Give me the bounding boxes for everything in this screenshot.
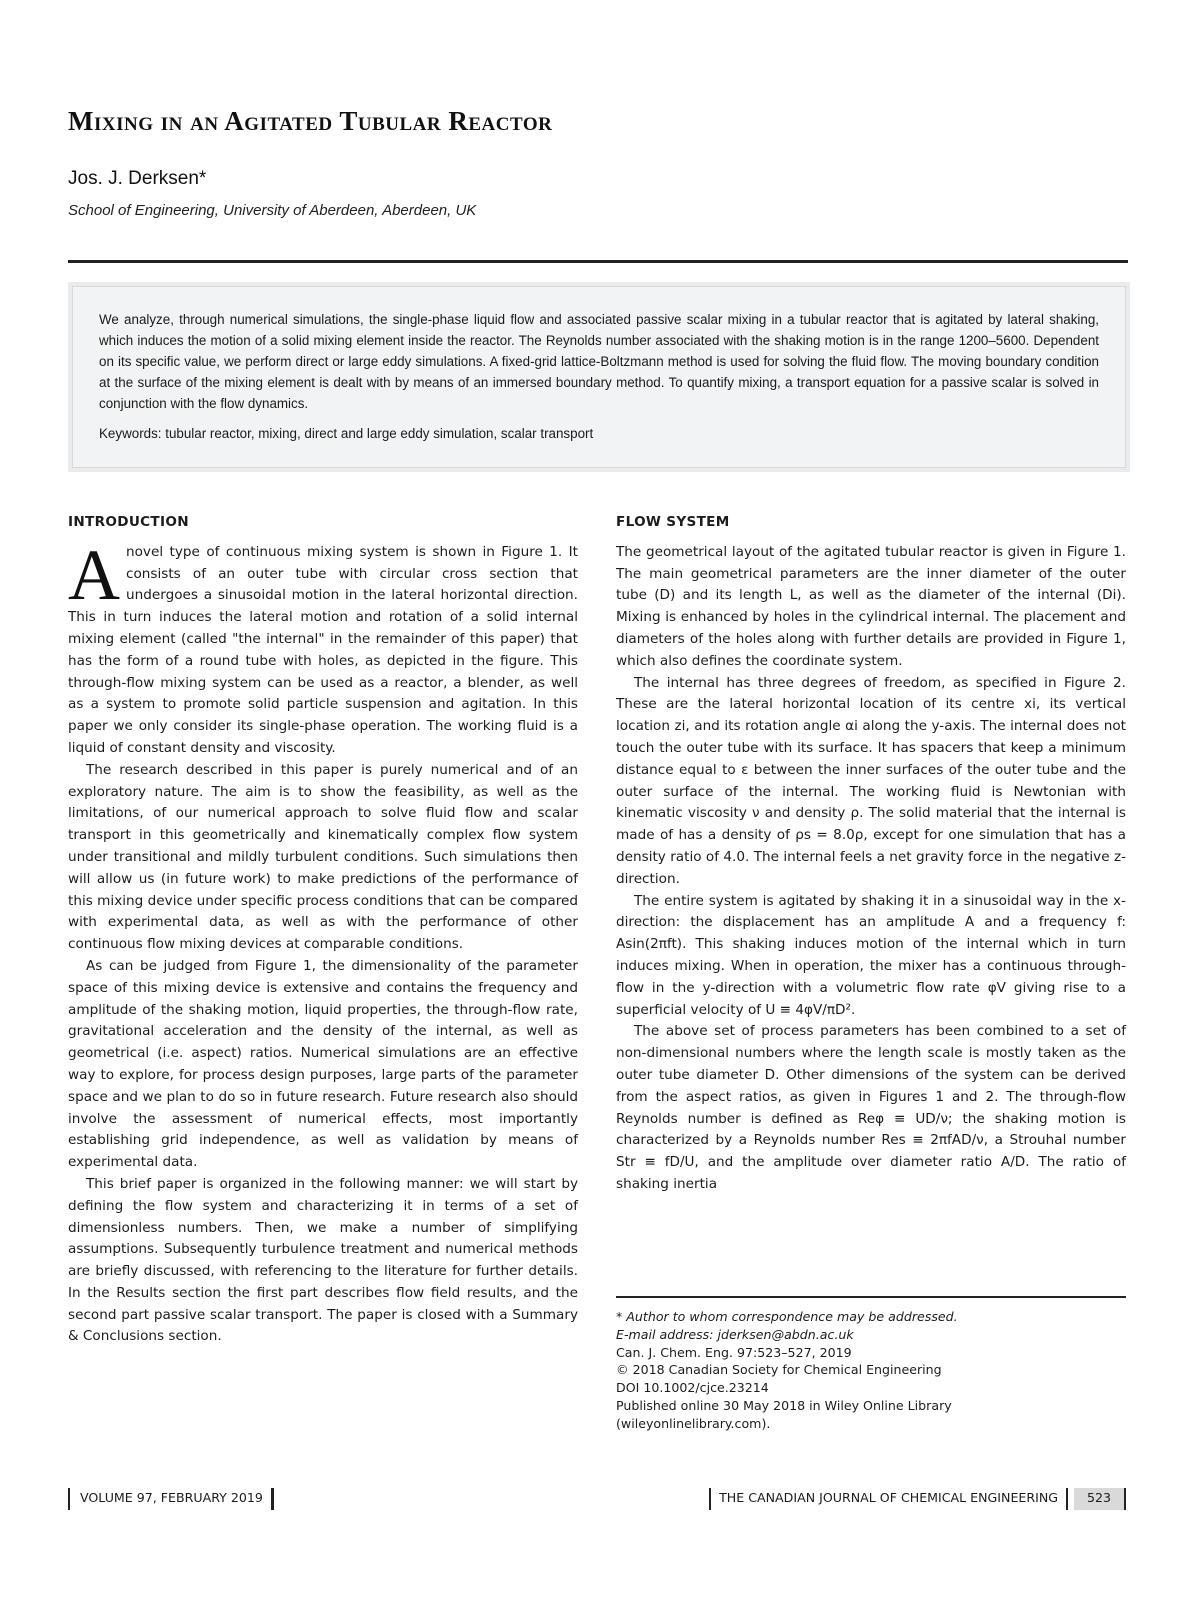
- paper-title: Mixing in an Agitated Tubular Reactor: [68, 106, 553, 136]
- introduction-paragraph-3: As can be judged from Figure 1, the dimensionality of the parameter space of this mixing device is extensive and contains the frequency and amplitude of the shaking motion, liquid properties, the through-flow rate, gravitational acceleration and the density of the internal, as well as geometrical (i.e. aspect) ratios. Numerical simulations are an effective way to explore, for process design purposes, large parts of the parameter space and we plan to do so in future research. Future research also should involve the assessment of numerical effects, most importantly establishing grid independence, as well as validation by means of experimental data.: [68, 957, 578, 1171]
- copyright: © 2018 Canadian Society for Chemical Engineering: [616, 1362, 942, 1378]
- page-footer: [0, 1488, 1200, 1512]
- introduction-paragraph-1: [68, 534, 578, 760]
- citation: Can. J. Chem. Eng. 97:523–527, 2019: [616, 1344, 852, 1360]
- flow-system-paragraph-4: The above set of process parameters has been combined to a set of non-dimensional numbers where the length scale is mostly taken as the outer tube diameter D. Other dimensions of the system can be derived from the aspect ratios, as given in Figures 1 and 2. The through-flow Reynolds number is defined as Reφ ≡ UD/ν; the shaking motion is characterized by a Reynolds number Res ≡ 2πfAD/ν, a Strouhal number Str ≡ fD/U, and the amplitude over diameter ratio A/D. The ratio of shaking inertia: [616, 1023, 1126, 1192]
- introduction-heading: INTRODUCTION: [68, 514, 189, 530]
- footnote-divider: [616, 1296, 1126, 1298]
- introduction-paragraph-2: The research described in this paper is purely numerical and of an exploratory nature. The aim is to show the feasibility, as well as the limitations, of our numerical approach to solve fluid flow and scalar transport in this geometrically and kinematically complex flow system under transitional and mildly turbulent conditions. Such simulations then will allow us (in future work) to make predictions of the performance of this mixing device under specific process conditions that can be compared with experimental data, as well as with the performance of other continuous flow mixing devices at comparable conditions.: [68, 761, 578, 953]
- introduction-paragraph-1-text: novel type of continuous mixing system is shown in Figure 1. It consists of an outer tube with circular cross section that undergoes a sinusoidal motion in the lateral horizontal direction. This in turn induces the lateral motion and rotation of a solid internal mixing element (called "the internal" in the remainder of this paper) that has the form of a round tube with holes, as depicted in the figure. This through-flow mixing system can be used as a reactor, a blender, as well as a system to promote solid particle suspension and agitation. In this paper we only consider its single-phase operation. The working fluid is a liquid of constant density and viscosity.: [68, 543, 578, 756]
- publication-note: Published online 30 May 2018 in Wiley Online Library: [616, 1397, 952, 1413]
- flow-system-paragraph-3: The entire system is agitated by shaking it in a sinusoidal way in the x-direction: the displacement has an amplitude A and a frequency f: Asin(2πft). This shaking induces motion of the internal which in turn induces mixing. When in operation, the mixer has a continuous through-flow in the y-direction with a volumetric flow rate φV giving rise to a superficial velocity of U ≡ 4φV/πD².: [616, 892, 1126, 1018]
- page-number: 523: [1074, 1488, 1126, 1510]
- author-name: Jos. J. Derksen*: [68, 168, 207, 189]
- email-address: E-mail address: jderksen@abdn.ac.uk: [616, 1326, 854, 1342]
- author-affiliation: School of Engineering, University of Aberdeen, Aberdeen, UK: [68, 202, 477, 219]
- introduction-paragraph-4: This brief paper is organized in the following manner: we will start by defining the flow system and characterizing it in terms of a set of dimensionless numbers. Then, we make a number of simplifying assumptions. Subsequently turbulence treatment and numerical methods are briefly discussed, with referencing to the literature for further details. In the Results section the first part describes flow field results, and the second part passive scalar transport. The paper is closed with a Summary & Conclusions section.: [68, 1175, 578, 1345]
- flow-system-paragraph-2: The internal has three degrees of freedom, as specified in Figure 2. These are the lateral horizontal location of its centre xi, its vertical location zi, and its rotation angle αi along the y-axis. The internal does not touch the outer tube with its surface. It has spacers that keep a minimum distance equal to ε between the inner surfaces of the outer tube and the outer surface of the internal. The working fluid is Newtonian with kinematic viscosity ν and density ρ. The solid material that the internal is made of has a density of ρs = 8.0ρ, except for one simulation that has a density ratio of 4.0. The internal feels a net gravity force in the negative z-direction.: [616, 674, 1126, 887]
- footer-volume: VOLUME 97, FEBRUARY 2019: [68, 1488, 274, 1510]
- footer-journal: THE CANADIAN JOURNAL OF CHEMICAL ENGINEERING: [709, 1488, 1068, 1510]
- right-column: [616, 512, 1126, 1196]
- header-divider: [68, 260, 1128, 263]
- drop-cap: A: [68, 534, 120, 615]
- abstract-text: We analyze, through numerical simulations, the single-phase liquid flow and associated passive scalar mixing in a tubular reactor that is agitated by lateral shaking, which induces the motion of a solid mixing element inside the reactor. The Reynolds number associated with the shaking motion is in the range 1200–5600. Dependent on its specific value, we perform direct or large eddy simulations. A fixed-grid lattice-Boltzmann method is used for solving the fluid flow. The moving boundary condition at the surface of the mixing element is dealt with by means of an immersed boundary method. To quantify mixing, a transport equation for a passive scalar is solved in conjunction with the flow dynamics.: [99, 312, 1099, 411]
- flow-system-heading: FLOW SYSTEM: [616, 514, 730, 530]
- doi: DOI 10.1002/cjce.23214: [616, 1380, 769, 1396]
- corresponding-author-note: * Author to whom correspondence may be addressed.: [616, 1309, 958, 1324]
- footnotes: [616, 1308, 1126, 1433]
- library-url: (wileyonlinelibrary.com).: [616, 1415, 771, 1431]
- keywords: Keywords: tubular reactor, mixing, direct and large eddy simulation, scalar transport: [99, 426, 594, 441]
- flow-system-paragraph-1: The geometrical layout of the agitated tubular reactor is given in Figure 1. The main geometrical parameters are the inner diameter of the outer tube (D) and its length L, as well as the diameter of the internal (Di). Mixing is enhanced by holes in the cylindrical internal. The placement and diameters of the holes along with further details are provided in Figure 1, which also defines the coordinate system.: [616, 543, 1126, 669]
- abstract-box: [72, 286, 1126, 468]
- left-column: [68, 512, 578, 1348]
